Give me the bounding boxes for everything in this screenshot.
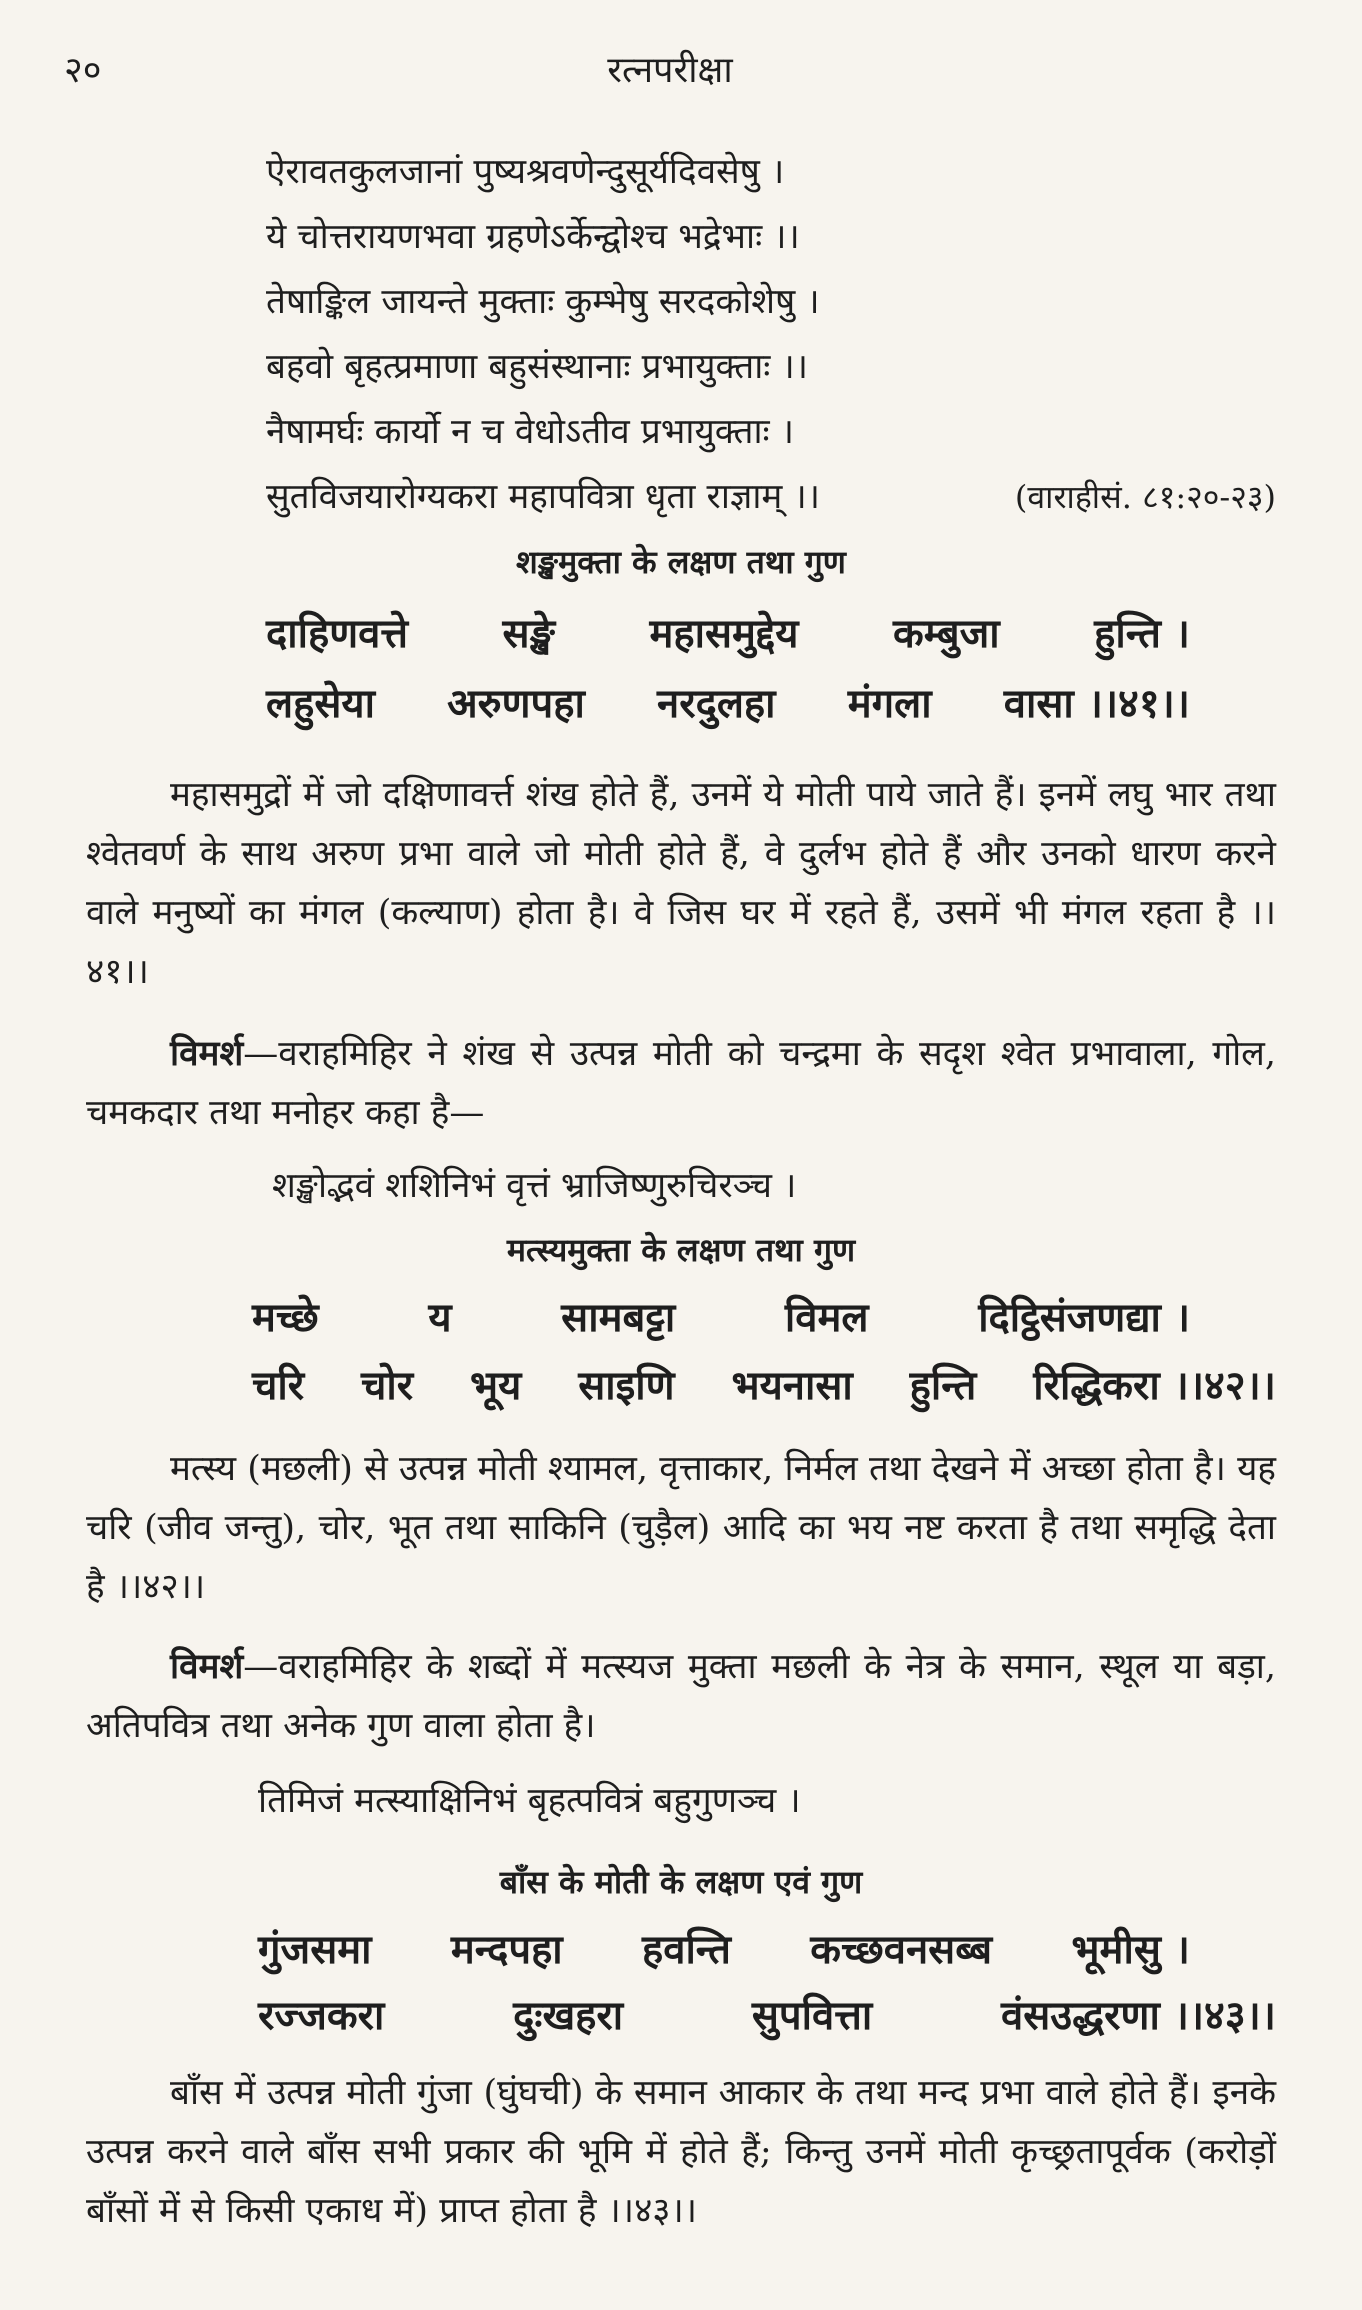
gatha-line <box>266 604 1190 668</box>
section-heading: बाँस के मोती के लक्षण एवं गुण <box>499 1863 863 1901</box>
vimarsh-text: —वराहमिहिर ने शंख से उत्पन्न मोती को चन्द्रमा के सदृश श्वेत प्रभावाला, गोल, चमकदार तथा मनोहर कहा है— <box>86 1034 1276 1133</box>
section-bamboo-pearl <box>86 1860 1276 2241</box>
verse-line: बहवो बृहत्प्रमाणा बहुसंस्थानाः प्रभायुक्ताः ।। <box>266 347 808 387</box>
hindi-paragraph: बाँस में उत्पन्न मोती गुंजा (घुंघची) के समान आकार के तथा मन्द प्रभा वाले होते हैं। इनके उत्पन्न करने वाले बाँस सभी प्रकार की भूमि में होते हैं; किन्तु उनमें मोती कृच्छ्रतापूर्वक (करोड़ों बाँसों में से किसी एकाध में) प्राप्त होता है ।।४३।। <box>86 2073 1276 2231</box>
gatha-word: मन्दपहा <box>450 1926 563 1973</box>
gatha-word: हुन्ति । <box>1094 610 1190 657</box>
gatha-word: रज्जकरा <box>258 1992 385 2039</box>
gatha-word: नरदुलहा <box>657 680 776 727</box>
gatha-word: सामबट्टा <box>561 1294 676 1341</box>
hindi-paragraph: मत्स्य (मछली) से उत्पन्न मोती श्यामल, वृत्ताकार, निर्मल तथा देखने में अच्छा होता है। यह चरि (जीव जन्तु), चोर, भूत तथा साकिनि (चुड़ैल) आदि का भय नष्ट करता है तथा समृद्धि देता है ।।४२।। <box>86 1449 1276 1607</box>
page-header <box>64 44 1276 104</box>
section-conch-pearl <box>86 540 1276 1208</box>
gatha-word: मंगला <box>847 680 932 727</box>
gatha-line <box>266 674 1190 738</box>
verse-line-with-ref <box>266 465 1276 530</box>
gatha-word: सङ्खे <box>502 610 555 657</box>
running-title: रत्नपरीक्षा <box>607 50 733 91</box>
vimarsh-text: —वराहमिहिर के शब्दों में मत्स्यज मुक्ता मछली के नेत्र के समान, स्थूल या बड़ा, अतिपवित्र तथा अनेक गुण वाला होता है। <box>86 1647 1276 1746</box>
gatha-word: कम्बुजा <box>893 610 1000 657</box>
verse-text: सुतविजयारोग्यकरा महापवित्रा धृता राज्ञाम् ।। <box>266 477 820 517</box>
gatha-line <box>252 1356 1276 1420</box>
gatha-word: चरि <box>252 1362 305 1409</box>
sanskrit-verses <box>266 140 1276 530</box>
gatha-word: सुपवित्ता <box>751 1992 873 2039</box>
gatha-word: मच्छे <box>252 1294 319 1341</box>
gatha-word: भयनासा <box>731 1362 853 1409</box>
gatha-word: वंसउद्धरणा ।।४३।। <box>1001 1992 1276 2039</box>
section-fish-pearl <box>86 1228 1276 1823</box>
gatha-word: य <box>428 1294 452 1341</box>
vimarsh-paragraph <box>86 1024 1276 1143</box>
gatha-word: वासा ।।४१।। <box>1003 680 1190 727</box>
vimarsh-paragraph <box>86 1637 1276 1756</box>
gatha-word: विमल <box>784 1294 869 1341</box>
page-number: २० <box>64 50 102 91</box>
vimarsh-label: विमर्श <box>170 1646 244 1687</box>
verse-line: तेषाङ्किल जायन्ते मुक्ताः कुम्भेषु सरदकोशेषु । <box>266 282 820 322</box>
gatha-line <box>258 1920 1190 1984</box>
sanskrit-quote: शङ्खोद्भवं शशिनिभं वृत्तं भ्राजिष्णुरुचिरञ्च । <box>272 1166 797 1206</box>
vimarsh-label: विमर्श <box>170 1033 244 1074</box>
verse-line: नैषामर्घः कार्यो न च वेधोऽतीव प्रभायुक्ताः । <box>266 412 794 452</box>
verse-line: ऐरावतकुलजानां पुष्यश्रवणेन्दुसूर्यदिवसेषु । <box>266 152 785 192</box>
gatha-word: महासमुद्देय <box>649 610 799 657</box>
section-heading: मत्स्यमुक्ता के लक्षण तथा गुण <box>506 1231 856 1269</box>
section-heading: शङ्खमुक्ता के लक्षण तथा गुण <box>516 543 846 581</box>
gatha-word: गुंजसमा <box>258 1926 372 1973</box>
verse-line: ये चोत्तरायणभवा ग्रहणेऽर्केन्द्वोश्च भद्रेभाः ।। <box>266 217 800 257</box>
gatha-word: लहुसेया <box>266 680 375 727</box>
gatha-word: दिट्ठिसंजणद्या । <box>978 1294 1190 1341</box>
gatha-word: अरुणपहा <box>447 680 585 727</box>
gatha-word: चोर <box>361 1362 414 1409</box>
gatha-word: भूमीसु । <box>1071 1926 1190 1973</box>
hindi-paragraph: महासमुद्रों में जो दक्षिणावर्त्त शंख होते हैं, उनमें ये मोती पाये जाते हैं। इनमें लघु भार तथा श्वेतवर्ण के साथ अरुण प्रभा वाले जो मोती होते हैं, वे दुर्लभ होते हैं और उनको धारण करने वाले मनुष्यों का मंगल (कल्याण) होता है। वे जिस घर में रहते हैं, उसमें भी मंगल रहता है ।।४१।। <box>86 775 1276 992</box>
sanskrit-quote: तिमिजं मत्स्याक्षिनिभं बृहत्पवित्रं बहुगुणञ्च । <box>258 1781 801 1821</box>
gatha-word: दाहिणवत्ते <box>266 610 408 657</box>
gatha-word: कच्छवनसब्ब <box>810 1926 993 1973</box>
gatha-line <box>252 1288 1190 1352</box>
gatha-word: हवन्ति <box>641 1926 731 1973</box>
gatha-line <box>258 1986 1276 2050</box>
gatha-word: साइणि <box>578 1362 675 1409</box>
verse-reference: (वाराहीसं. ८१:२०-२३) <box>1014 478 1276 516</box>
gatha-word: हुन्ति <box>909 1362 977 1409</box>
gatha-word: रिद्धिकरा ।।४२।। <box>1033 1362 1276 1409</box>
gatha-word: भूय <box>470 1362 522 1409</box>
gatha-word: दुःखहरा <box>513 1992 624 2039</box>
